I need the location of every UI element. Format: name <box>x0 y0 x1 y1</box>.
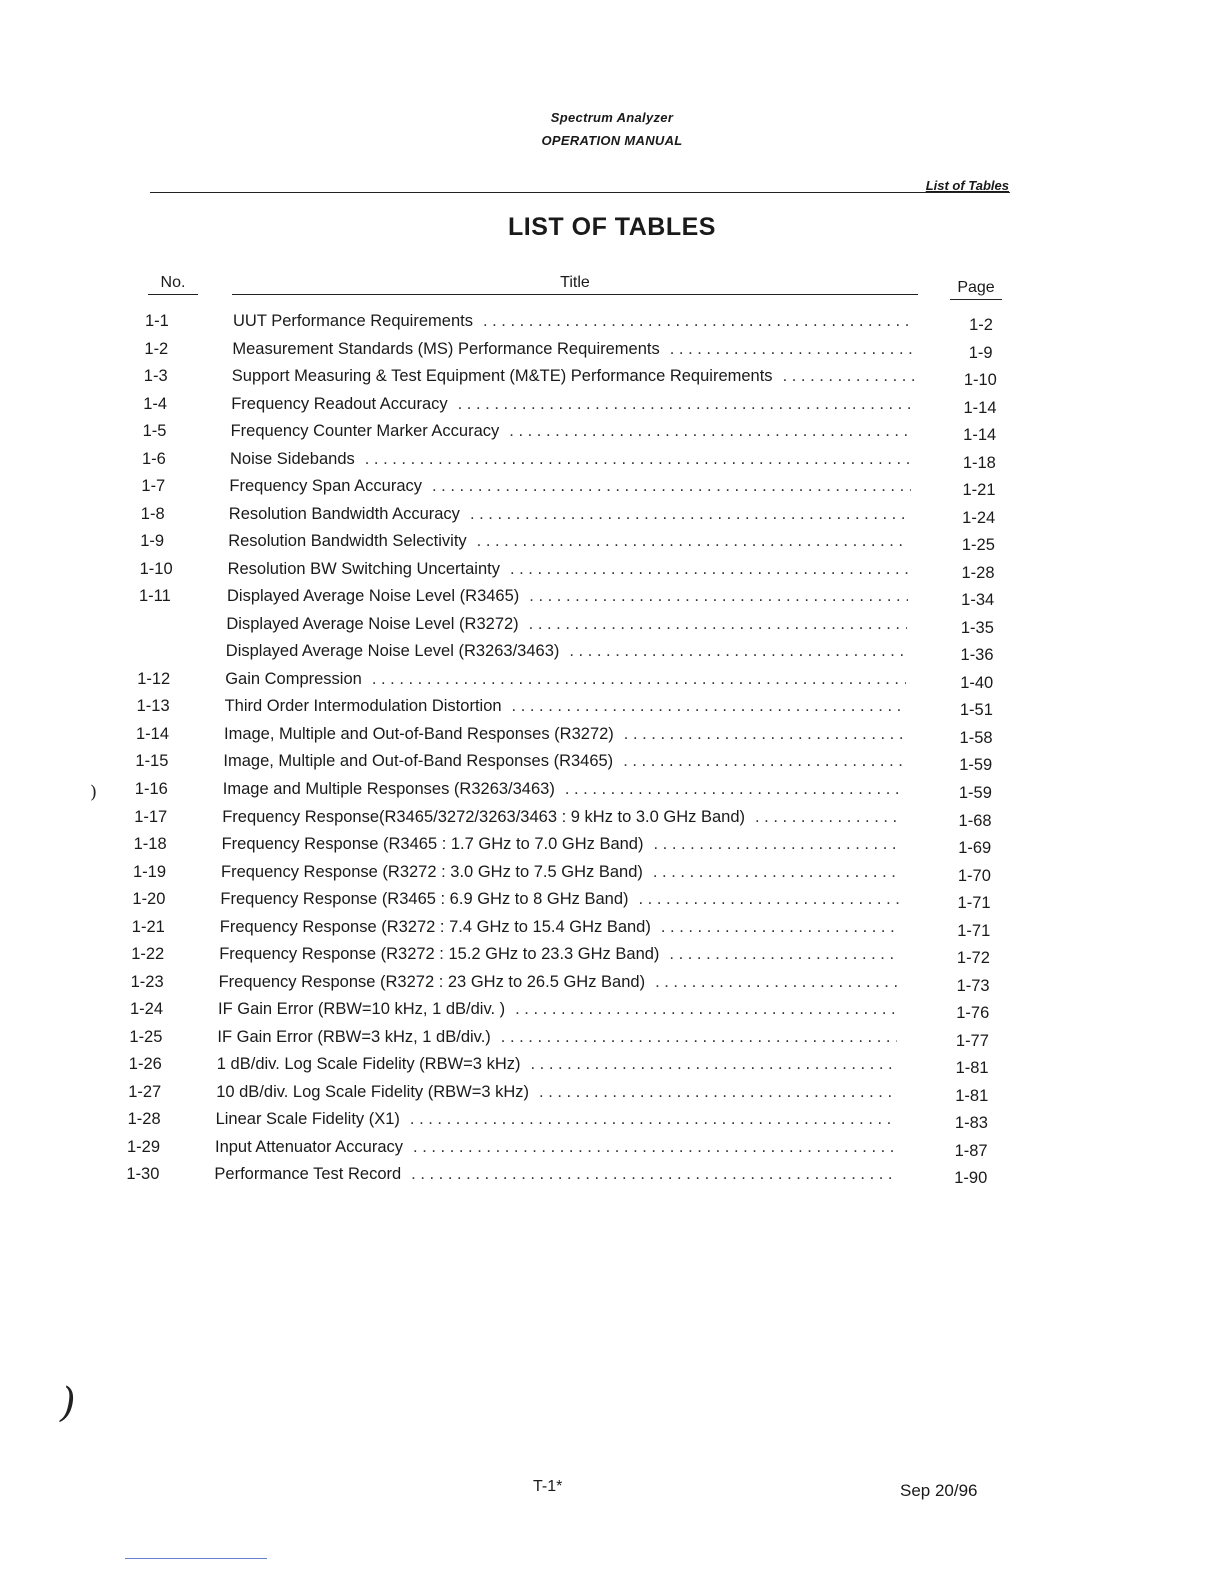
dot-leader <box>569 640 906 662</box>
table-number: 1-19 <box>133 862 167 881</box>
footer-page-number: T-1* <box>533 1478 563 1495</box>
dot-leader <box>623 750 904 772</box>
table-number: 1-8 <box>140 504 165 523</box>
table-title-line <box>225 668 906 690</box>
toc-row <box>0 668 1224 690</box>
table-title: Noise Sidebands <box>230 449 355 468</box>
table-number: 1-28 <box>127 1110 161 1129</box>
table-page: 1-9 <box>968 343 993 362</box>
toc-row <box>0 778 1224 800</box>
dot-leader <box>539 1081 895 1103</box>
table-page: 1-76 <box>956 1004 990 1023</box>
table-number: 1-10 <box>139 559 173 578</box>
dot-leader <box>530 1053 896 1075</box>
table-number: 1-16 <box>134 780 168 798</box>
table-page: 1-58 <box>959 728 993 747</box>
table-title: Image, Multiple and Out-of-Band Responses (R3465) <box>223 752 614 771</box>
dot-leader <box>365 448 912 470</box>
table-title-line <box>217 1026 896 1048</box>
table-page: 1-14 <box>963 398 997 417</box>
dot-leader <box>483 310 915 332</box>
dot-leader <box>653 833 901 855</box>
table-title: Performance Test Record <box>214 1165 402 1184</box>
toc-row <box>0 1108 1224 1133</box>
table-page: 1-18 <box>962 453 996 472</box>
table-title-line <box>219 971 899 993</box>
dot-leader <box>458 393 913 415</box>
table-title-line <box>231 393 913 415</box>
table-title-line <box>229 503 910 525</box>
toc-row <box>0 806 1224 828</box>
table-number: 1-21 <box>131 917 165 936</box>
table-title: Resolution Bandwidth Selectivity <box>228 532 467 551</box>
toc-row <box>0 640 1224 665</box>
table-number: 1-29 <box>127 1137 161 1156</box>
table-page: 1-10 <box>963 371 997 390</box>
toc-row <box>0 916 1224 938</box>
table-page: 1-28 <box>961 563 995 582</box>
table-number: 1-30 <box>126 1165 160 1184</box>
table-number: 1-1 <box>145 312 169 330</box>
table-title: Image and Multiple Responses (R3263/3463) <box>222 780 555 798</box>
table-title: 1 dB/div. Log Scale Fidelity (RBW=3 kHz) <box>216 1055 521 1074</box>
table-title: Frequency Span Accuracy <box>229 477 422 496</box>
dot-leader <box>669 943 898 965</box>
dot-leader <box>653 861 901 883</box>
table-page: 1-71 <box>957 894 991 913</box>
column-header-no: No. <box>148 274 198 295</box>
table-title: Frequency Response (R3272 : 7.4 GHz to 15.4 GHz Band) <box>219 917 651 936</box>
table-title: Linear Scale Fidelity (X1) <box>215 1110 400 1129</box>
table-title-line <box>224 723 905 745</box>
table-title: Resolution BW Switching Uncertainty <box>227 559 500 578</box>
bottom-rule <box>125 1558 267 1559</box>
table-page: 1-68 <box>958 811 992 830</box>
table-number: 1-5 <box>142 422 167 441</box>
dot-leader <box>529 613 908 635</box>
table-title: Image, Multiple and Out-of-Band Responses (R3272) <box>224 724 614 743</box>
toc-row <box>0 475 1224 500</box>
table-title: Frequency Response (R3272 : 23 GHz to 26.5 GHz Band) <box>218 972 646 991</box>
table-title-line <box>230 448 912 470</box>
table-title-line <box>223 778 903 800</box>
table-title: Displayed Average Noise Level (R3263/3463) <box>225 642 560 661</box>
table-title-line <box>229 475 910 497</box>
table-title: Support Measuring & Test Equipment (M&TE) Performance Requirements <box>231 367 773 386</box>
toc-row <box>0 888 1224 913</box>
dot-leader <box>512 695 906 717</box>
table-number: 1-14 <box>136 724 170 743</box>
table-page: 1-73 <box>956 976 990 995</box>
dot-leader <box>783 365 914 387</box>
table-title-line <box>221 861 901 883</box>
dot-leader <box>432 475 911 497</box>
table-page: 1-24 <box>962 508 996 527</box>
table-page: 1-71 <box>957 921 991 940</box>
dot-leader <box>755 806 902 828</box>
table-number: 1-25 <box>129 1027 163 1046</box>
dot-leader <box>661 916 900 938</box>
table-title-line <box>228 530 909 552</box>
dot-leader <box>510 558 909 580</box>
table-title: Frequency Response (R3272 : 3.0 GHz to 7.5 GHz Band) <box>221 862 643 881</box>
table-page: 1-70 <box>957 866 991 885</box>
table-title: Frequency Response (R3465 : 6.9 GHz to 8 GHz Band) <box>220 890 629 909</box>
table-number: 1-22 <box>131 945 165 964</box>
dot-leader <box>501 1026 897 1048</box>
toc-row <box>0 1136 1224 1158</box>
table-title-line <box>227 585 908 607</box>
table-title: 10 dB/div. Log Scale Fidelity (RBW=3 kHz) <box>216 1082 530 1101</box>
table-number: 1-26 <box>128 1055 162 1074</box>
table-number: 1-27 <box>128 1082 162 1101</box>
dot-leader <box>565 778 903 800</box>
table-title-line <box>220 888 900 910</box>
table-title-line <box>232 338 914 360</box>
toc-row <box>0 420 1224 445</box>
toc-row <box>0 998 1224 1023</box>
toc-row <box>0 750 1224 775</box>
table-title-line <box>222 833 902 855</box>
table-title: Third Order Intermodulation Distortion <box>224 697 502 716</box>
toc-row <box>0 310 1224 332</box>
table-number: 1-24 <box>130 1000 164 1019</box>
toc-row <box>0 861 1224 883</box>
dot-leader <box>639 888 901 910</box>
table-number: 1-9 <box>140 532 165 551</box>
column-header-title: Title <box>232 274 918 295</box>
section-label: List of Tables <box>925 178 1009 193</box>
table-page: 1-40 <box>960 673 994 692</box>
table-title: IF Gain Error (RBW=10 kHz, 1 dB/div. ) <box>218 1000 506 1019</box>
table-number: 1-11 <box>139 587 171 606</box>
table-title-line <box>231 420 913 442</box>
table-title-line <box>216 1081 895 1103</box>
toc-row <box>0 393 1224 415</box>
table-title-line <box>214 1163 893 1185</box>
toc-row <box>0 1053 1224 1078</box>
toc-row <box>0 943 1224 968</box>
scan-mark: ) <box>90 782 98 803</box>
toc-row <box>0 723 1224 745</box>
table-number: 1-2 <box>144 339 169 358</box>
table-page: 1-14 <box>963 426 997 445</box>
table-page: 1-87 <box>954 1141 988 1160</box>
table-number: 1-18 <box>133 835 167 854</box>
table-title-line <box>233 310 915 332</box>
table-title-line <box>223 750 903 772</box>
dot-leader <box>372 668 906 690</box>
table-title-line <box>218 998 898 1020</box>
table-title: Frequency Response (R3465 : 1.7 GHz to 7.0 GHz Band) <box>221 835 644 854</box>
table-number: 1-20 <box>132 890 166 909</box>
table-title: Frequency Response (R3272 : 15.2 GHz to 23.3 GHz Band) <box>219 945 660 964</box>
table-page: 1-83 <box>954 1114 988 1133</box>
table-title: Displayed Average Noise Level (R3465) <box>227 587 520 606</box>
table-number: 1-6 <box>142 449 166 468</box>
table-page: 1-51 <box>959 701 993 720</box>
dot-leader <box>624 723 905 745</box>
table-title: Displayed Average Noise Level (R3272) <box>226 614 519 633</box>
dot-leader <box>411 1163 893 1185</box>
table-page: 1-59 <box>959 756 993 775</box>
column-header-page: Page <box>950 279 1002 300</box>
table-title-line <box>215 1136 894 1158</box>
table-title-line <box>232 365 914 387</box>
toc-row <box>0 558 1224 580</box>
table-title: Frequency Response(R3465/3272/3263/3463 : 9 kHz to 3.0 GHz Band) <box>222 807 746 826</box>
dot-leader <box>470 503 910 525</box>
table-number: 1-4 <box>143 394 168 413</box>
dot-leader <box>670 338 915 360</box>
dot-leader <box>515 998 897 1020</box>
document-subtitle: OPERATION MANUAL <box>541 133 683 148</box>
table-title-line <box>225 695 906 717</box>
table-title: Gain Compression <box>225 669 362 688</box>
table-page: 1-2 <box>969 316 993 334</box>
table-title-line <box>217 1053 896 1075</box>
table-number: 1-12 <box>137 669 171 688</box>
table-title: Measurement Standards (MS) Performance Requirements <box>232 339 660 358</box>
table-title: Input Attenuator Accuracy <box>215 1137 404 1156</box>
dot-leader <box>509 420 912 442</box>
dot-leader <box>477 530 910 552</box>
table-title: Resolution Bandwidth Accuracy <box>228 504 460 523</box>
document-title: Spectrum Analyzer <box>550 110 674 125</box>
table-page: 1-72 <box>956 949 990 968</box>
table-page: 1-35 <box>960 618 994 637</box>
table-title-line <box>226 613 907 635</box>
table-number: 1-13 <box>136 697 170 716</box>
table-title: IF Gain Error (RBW=3 kHz, 1 dB/div.) <box>217 1027 491 1046</box>
table-page: 1-69 <box>958 839 992 858</box>
table-page: 1-90 <box>954 1169 988 1188</box>
table-page: 1-59 <box>958 784 992 802</box>
table-title-line <box>228 558 909 580</box>
page-heading: LIST OF TABLES <box>508 213 716 241</box>
table-page: 1-77 <box>955 1031 989 1050</box>
table-title: Frequency Readout Accuracy <box>231 394 448 413</box>
scan-mark: ) <box>60 1380 76 1426</box>
toc-row <box>0 338 1224 360</box>
table-number: 1-15 <box>135 752 169 771</box>
toc-row <box>0 1081 1224 1103</box>
table-title-line <box>220 916 900 938</box>
dot-leader <box>410 1108 895 1130</box>
footer-date: Sep 20/96 <box>900 1481 978 1500</box>
table-title: Frequency Counter Marker Accuracy <box>230 422 500 441</box>
toc-row <box>0 1026 1224 1048</box>
toc-row <box>0 833 1224 858</box>
table-page: 1-81 <box>955 1059 989 1078</box>
table-title-line <box>222 806 902 828</box>
table-title-line <box>219 943 899 965</box>
toc-row <box>0 613 1224 635</box>
table-number: 1-23 <box>130 972 164 991</box>
table-title-line <box>216 1108 895 1130</box>
toc-row <box>0 365 1224 390</box>
table-title: UUT Performance Requirements <box>233 312 473 330</box>
toc-row <box>0 695 1224 720</box>
table-page: 1-36 <box>960 646 994 665</box>
table-number: 1-7 <box>141 477 166 496</box>
toc-row <box>0 530 1224 555</box>
table-number: 1-3 <box>143 367 168 386</box>
table-number: 1-17 <box>134 807 168 826</box>
table-page: 1-81 <box>955 1086 989 1105</box>
toc-row <box>0 585 1224 610</box>
table-page: 1-34 <box>961 591 995 610</box>
toc-row <box>0 503 1224 525</box>
table-page: 1-25 <box>961 536 995 555</box>
dot-leader <box>413 1136 894 1158</box>
toc-row <box>0 448 1224 470</box>
dot-leader <box>529 585 908 607</box>
table-page: 1-21 <box>962 481 996 500</box>
dot-leader <box>655 971 898 993</box>
table-title-line <box>226 640 907 662</box>
toc-row <box>0 1163 1224 1188</box>
toc-row <box>0 971 1224 993</box>
